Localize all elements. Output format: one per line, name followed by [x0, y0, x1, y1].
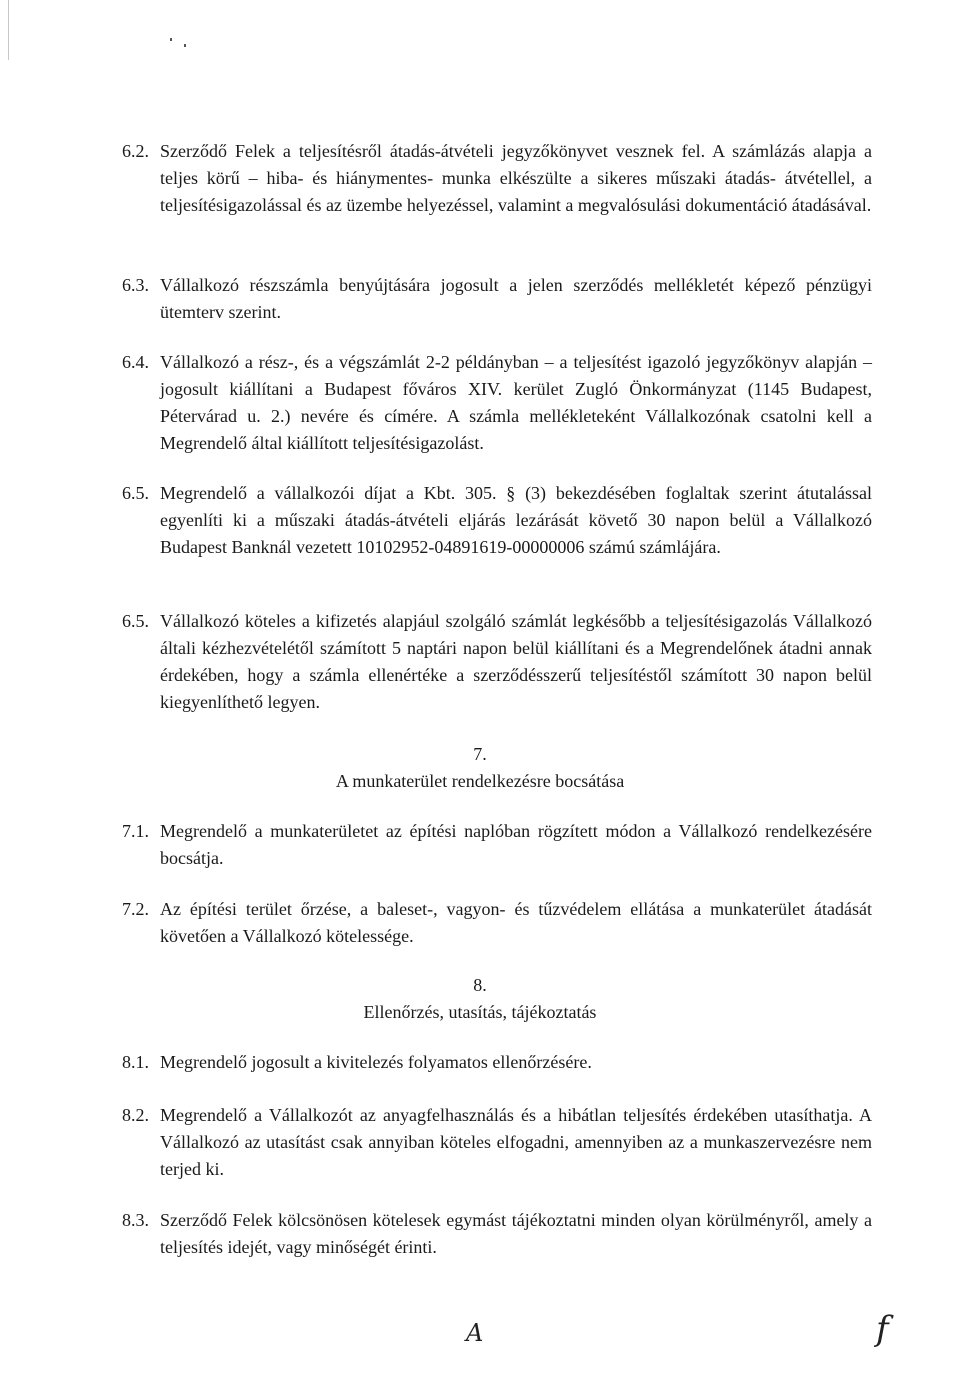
paragraph-6-3 — [122, 272, 872, 326]
section-number-8: 8. — [473, 975, 487, 995]
paragraph-text: Vállalkozó a rész-, és a végszámlát 2-2 példányban – a teljesítést igazoló jegyzőkönyv alapján – jogosult kiállítani a Budapest főváros XIV. kerület Zugló Önkormányzat (1145 Budapest, Pétervárad u. 2.) nevére és címére. A számla mellékleteként Vállalkozónak csatolni kell a Megrendelő által kiállított teljesítésigazolást. — [160, 352, 872, 453]
paragraph-number: 6.5. — [122, 611, 149, 631]
paragraph-8-2 — [122, 1102, 872, 1183]
section-title-7: A munkaterület rendelkezésre bocsátása — [335, 771, 625, 791]
handwritten-initial-left: A — [466, 1319, 484, 1347]
paragraph-number: 6.3. — [122, 275, 149, 295]
paragraph-text: Szerződő Felek kölcsönösen kötelesek egymást tájékoztatni minden olyan körülményről, amely a teljesítés idejét, vagy minőségét érinti. — [160, 1210, 872, 1257]
paragraph-7-2 — [122, 896, 872, 950]
scan-speck — [184, 44, 186, 47]
scan-speck — [170, 38, 172, 41]
paragraph-number: 8.2. — [122, 1105, 149, 1125]
paragraph-text: Megrendelő jogosult a kivitelezés folyamatos ellenőrzésére. — [160, 1052, 592, 1072]
paragraph-number: 6.2. — [122, 141, 149, 161]
paragraph-6-5-payment — [122, 480, 872, 561]
paragraph-8-3 — [122, 1207, 872, 1261]
paragraph-6-2 — [122, 138, 872, 219]
paragraph-number: 6.4. — [122, 352, 149, 372]
paragraph-text: Megrendelő a munkaterületet az építési naplóban rögzített módon a Vállalkozó rendelkezésére bocsátja. — [160, 821, 872, 868]
paragraph-number: 7.1. — [122, 821, 149, 841]
paragraph-6-5-invoice — [122, 608, 872, 716]
section-number-7: 7. — [473, 744, 487, 764]
paragraph-6-4 — [122, 349, 872, 457]
paragraph-text: Szerződő Felek a teljesítésről átadás-átvételi jegyzőkönyvet vesznek fel. A számlázás alapja a teljes körű – hiba- és hiánymentes- munka elkészülte a sikeres műszaki átadás- átvétellel, a teljesítésigazolással és az üzembe helyezéssel, valamint a megvalósulási dokumentáció átadásával. — [160, 141, 872, 215]
paragraph-text: Vállalkozó részszámla benyújtására jogosult a jelen szerződés mellékletét képező pénzügyi ütemterv szerint. — [160, 275, 872, 322]
paragraph-text: Megrendelő a Vállalkozót az anyagfelhasználás és a hibátlan teljesítés érdekében utasíthatja. A Vállalkozó az utasítást csak annyiban köteles elfogadni, amennyiben az a munkaszervezésre nem terjed ki. — [160, 1105, 872, 1179]
section-title-8: Ellenőrzés, utasítás, tájékoztatás — [363, 1002, 597, 1022]
paragraph-number: 8.1. — [122, 1052, 149, 1072]
paragraph-number: 7.2. — [122, 899, 149, 919]
paragraph-8-1 — [122, 1049, 872, 1076]
paragraph-text: Vállalkozó köteles a kifizetés alapjául szolgáló számlát legkésőbb a teljesítésigazolás Vállalkozó általi kézhezvételétől számított 5 naptári napon belül kiállítani és a Megrendelőnek átadni annak érdekében, hogy a számla ellenértéke a szerződésszerű teljesítéstől számított 30 napon belül kiegyenlíthető legyen. — [160, 611, 872, 712]
paragraph-number: 6.5. — [122, 483, 149, 503]
paragraph-7-1 — [122, 818, 872, 872]
scan-margin-line — [8, 0, 9, 60]
handwritten-initial-right: f — [876, 1309, 889, 1349]
paragraph-text: Megrendelő a vállalkozói díjat a Kbt. 305. § (3) bekezdésében foglaltak szerint átutalással egyenlíti ki a műszaki átadás-átvételi eljárás lezárását követő 30 napon belül a Vállalkozó Budapest Banknál vezetett 10102952-04891619-00000006 számú számlájára. — [160, 483, 872, 557]
paragraph-number: 8.3. — [122, 1210, 149, 1230]
paragraph-text: Az építési terület őrzése, a baleset-, vagyon- és tűzvédelem ellátása a munkaterület átadását követően a Vállalkozó kötelessége. — [160, 899, 872, 946]
